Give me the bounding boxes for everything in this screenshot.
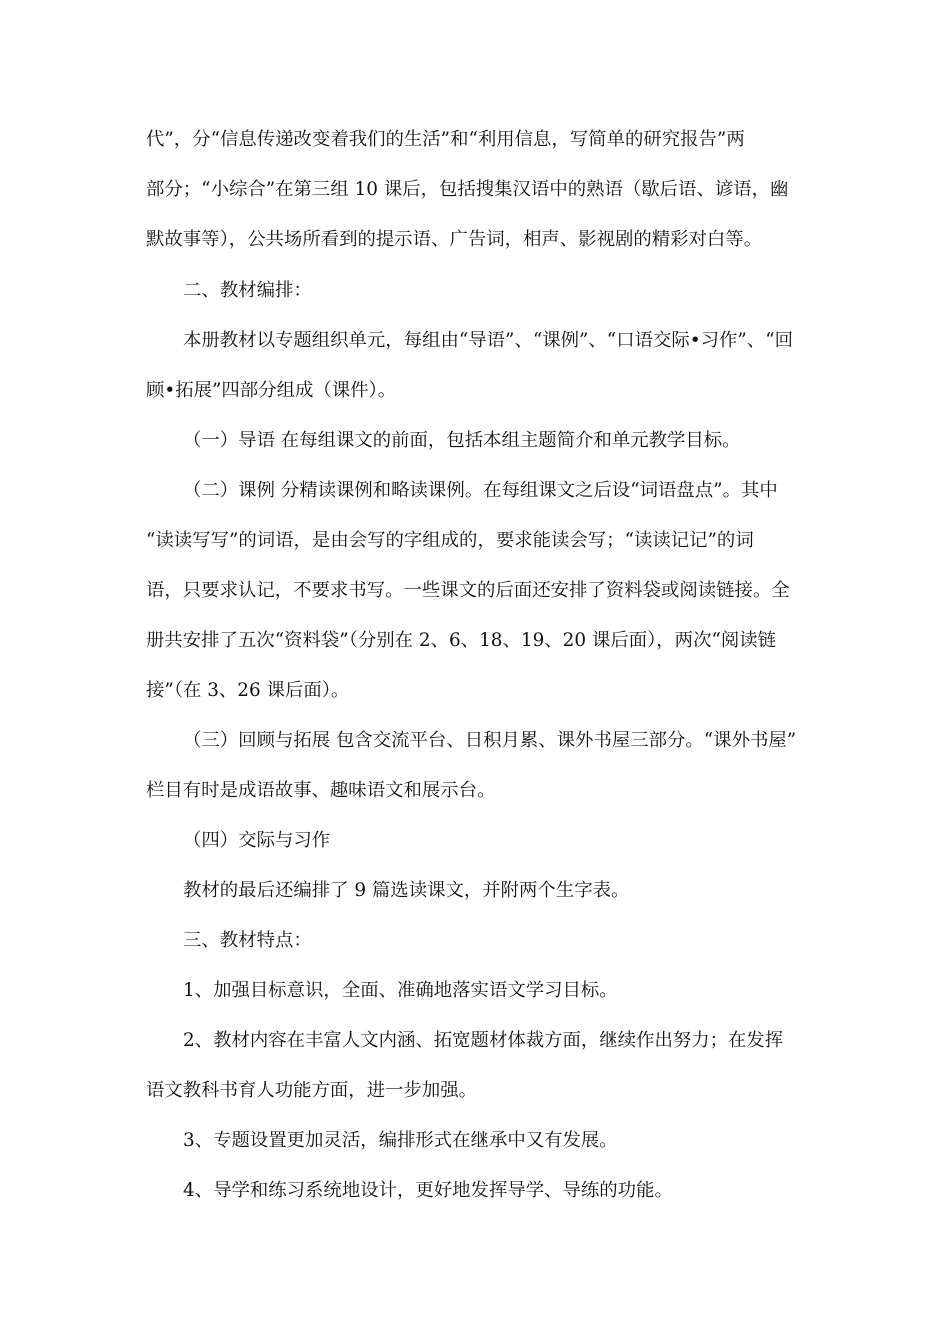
section-heading: 三、教材特点：: [183, 930, 312, 951]
text-line: （一）导语 在每组课文的前面，包括本组主题简介和单元教学目标。: [183, 430, 741, 451]
text-line: 语文教科书育人功能方面，进一步加强。: [146, 1080, 478, 1101]
text-line: 代”，分“信息传递改变着我们的生活”和“利用信息，写简单的研究报告”两: [146, 129, 745, 150]
text-line: 2、教材内容在丰富人文内涵、拓宽题材体裁方面，继续作出努力；在发挥: [183, 1030, 784, 1051]
text-line: （四）交际与习作: [183, 830, 331, 851]
text-line: 栏目有时是成语故事、趣味语文和展示台。: [146, 780, 496, 801]
text-line: 顾•拓展”四部分组成（课件）。: [146, 380, 397, 401]
text-line: 部分；“小综合”在第三组 10 课后，包括搜集汉语中的熟语（歇后语、谚语，幽: [146, 179, 789, 200]
text-line: 1、加强目标意识，全面、准确地落实语文学习目标。: [183, 980, 618, 1001]
text-line: 3、专题设置更加灵活，编排形式在继承中又有发展。: [183, 1130, 618, 1151]
text-line: （二）课例 分精读课例和略读课例。在每组课文之后设“词语盘点”。其中: [183, 480, 778, 501]
text-line: 4、导学和练习系统地设计，更好地发挥导学、导练的功能。: [183, 1180, 673, 1201]
text-line: 接”（在 3、26 课后面）。: [146, 680, 350, 701]
text-line: 语，只要求认记，不要求书写。一些课文的后面还安排了资料袋或阅读链接。全: [146, 580, 790, 601]
text-line: 本册教材以专题组织单元，每组由“导语”、“课例”、“口语交际•习作”、“回: [183, 330, 793, 351]
section-heading: 二、教材编排：: [183, 280, 312, 301]
text-line: 默故事等），公共场所看到的提示语、广告词，相声、影视剧的精彩对白等。: [146, 229, 763, 250]
text-line: （三）回顾与拓展 包含交流平台、日积月累、课外书屋三部分。“课外书屋”: [183, 730, 797, 751]
text-line: 册共安排了五次“资料袋”（分别在 2、6、18、19、20 课后面），两次“阅读链: [146, 630, 777, 651]
text-line: “读读写写”的词语，是由会写的字组成的，要求能读会写；“读读记记”的词: [146, 530, 754, 551]
text-line: 教材的最后还编排了 9 篇选读课文，并附两个生字表。: [183, 880, 630, 901]
